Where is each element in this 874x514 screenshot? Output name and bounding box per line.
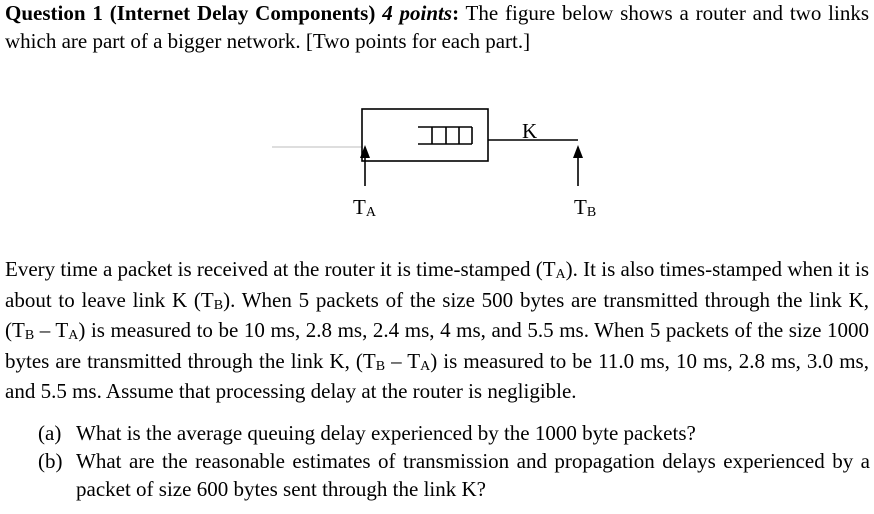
body-text-4: – T: [34, 318, 69, 342]
part-b-label: (b): [38, 449, 63, 473]
body-text-5: ) is measured to be 10 ms, 2.8 ms, 2.4 ms, 4 ms, and 5.5 ms. When 5 packets of the size 1000 bytes are transmitted through the link K, (T: [5, 318, 869, 373]
router-diagram: [0, 100, 874, 230]
ta-label: [353, 196, 376, 222]
problem-description: [5, 256, 869, 406]
link-k-label: K: [522, 119, 538, 143]
sub-b-1: B: [213, 297, 224, 313]
sub-a-3: A: [420, 358, 431, 374]
part-b-text: What are the reasonable estimates of transmission and propagation delays experienced by a packet of size 600 bytes sent through the link K?: [76, 449, 870, 501]
tb-arrow: [573, 145, 583, 186]
ta-main: T: [353, 195, 366, 219]
question-intro: The figure below shows a router and two links which are part of a bigger network. [Two points for each part.]: [5, 1, 870, 53]
tb-subscript: B: [586, 205, 597, 220]
question-title: Question 1 (Internet Delay Components): [5, 1, 376, 25]
tb-main: T: [574, 195, 587, 219]
ta-subscript: A: [365, 205, 376, 220]
body-text-3: ). When 5 packets of the size 500 bytes are transmitted through the link K, (T: [5, 287, 870, 342]
router-diagram-svg: [0, 100, 874, 230]
sub-a-2: A: [68, 328, 79, 343]
part-a-text: What is the average queuing delay experienced by the 1000 byte packets?: [76, 421, 696, 445]
question-heading: [5, 0, 869, 55]
part-a-label: (a): [38, 421, 62, 445]
queue-buffer-icon: [418, 127, 472, 144]
sub-b-2: B: [24, 328, 35, 343]
body-text-6: – T: [385, 348, 421, 373]
body-text-1: Every time a packet is received at the router it is time-stamped (T: [5, 257, 556, 281]
tb-label: [574, 196, 596, 222]
sub-b-3: B: [375, 358, 386, 374]
router-box: [362, 109, 488, 161]
body-text-2: ). It is also times-stamped when it is about to leave link K (T: [5, 257, 869, 312]
heading-colon: :: [452, 1, 460, 25]
sub-a-1: A: [555, 267, 566, 282]
question-points: 4 points: [382, 1, 453, 25]
body-text-7: ) is measured to be 11.0 ms, 10 ms, 2.8 ms, 3.0 ms, and 5.5 ms. Assume that processing delay at the router is negligible.: [5, 348, 869, 403]
